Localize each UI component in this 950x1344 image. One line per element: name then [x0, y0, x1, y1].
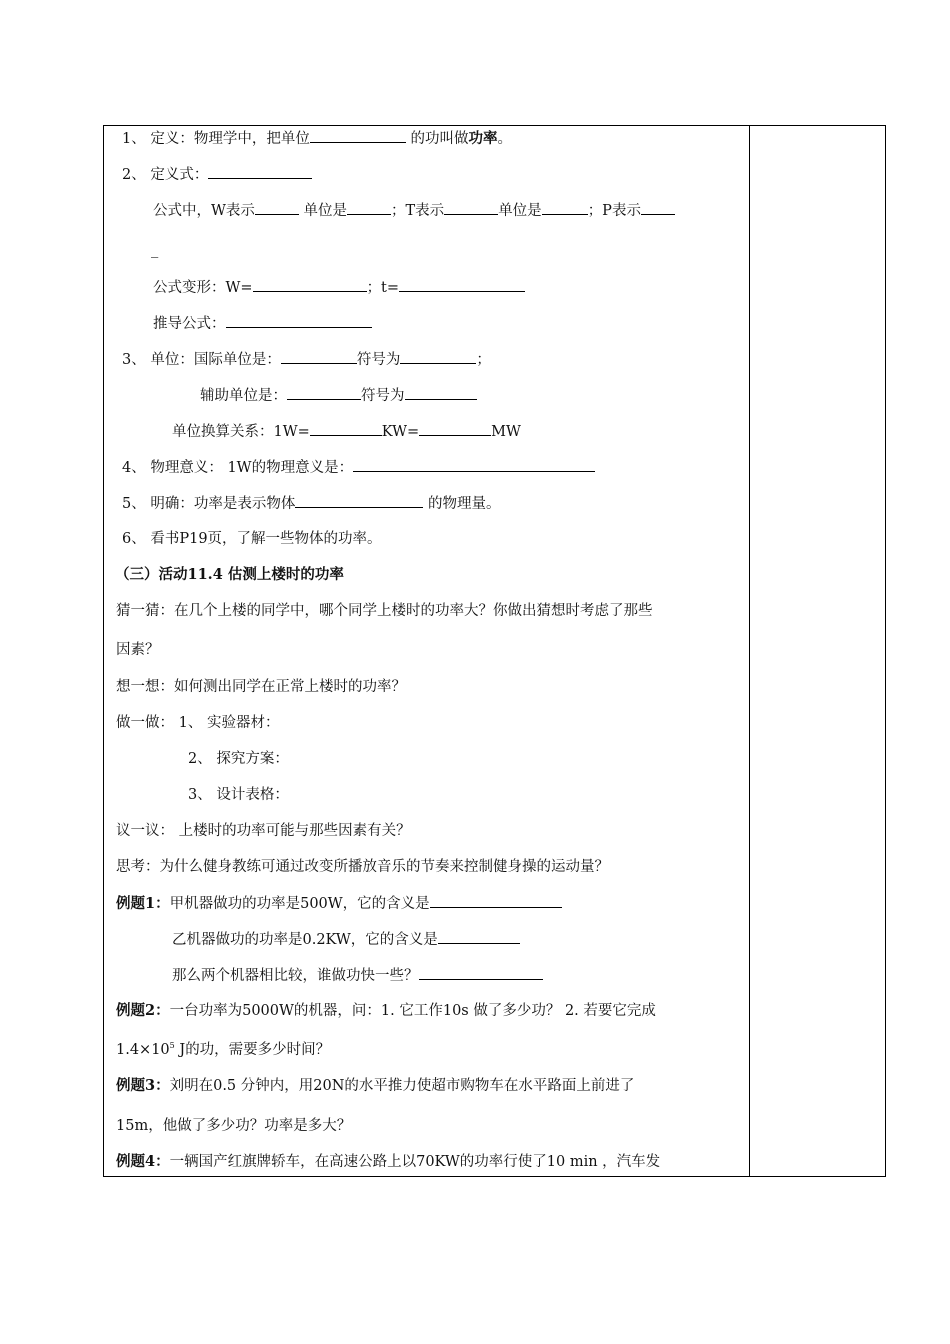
aux-unit-line: 辅助单位是： 符号为	[200, 385, 477, 406]
definition-line: 1、 定义：物理学中，把单位 的功叫做功率。	[122, 130, 512, 147]
unit-line: 3、 单位：国际单位是： 符号为 ；	[122, 349, 491, 370]
blank	[255, 200, 299, 215]
blank	[400, 349, 476, 364]
unit-conversion-line: 单位换算关系：1W= KW= MW	[172, 421, 521, 442]
blank	[444, 200, 498, 215]
example-3-line: 例题3：刘明在0.5 分钟内，用20N的水平推力使超市购物车在水平路面上前进了	[116, 1077, 635, 1094]
blank	[405, 385, 477, 400]
blank	[347, 200, 391, 215]
do-line-2: 2、 探究方案：	[188, 751, 289, 767]
formula-line: 2、 定义式：	[122, 164, 312, 185]
blank	[287, 385, 361, 400]
example-4-line: 例题4：一辆国产红旗牌轿车，在高速公路上以70KW的功率行使了10 min ，汽车发	[116, 1153, 661, 1170]
derived-formula-line: 推导公式：	[153, 313, 372, 334]
guess-line: 猜一猜：在几个上楼的同学中，哪个同学上楼时的功率大？你做出猜想时考虑了那些	[116, 603, 653, 619]
blank	[641, 200, 675, 215]
blank	[253, 277, 367, 292]
do-line-3: 3、 设计表格：	[188, 787, 289, 803]
activity-heading: （三）活动11.4 估测上楼时的功率	[115, 566, 344, 583]
reading-line: 6、 看书P19页，了解一些物体的功率。	[122, 531, 382, 547]
guess-line-2: 因素？	[116, 642, 160, 658]
blank	[542, 200, 588, 215]
blank	[226, 313, 372, 328]
ponder-line: 思考：为什么健身教练可通过改变所播放音乐的节奏来控制健身操的运动量？	[116, 859, 609, 875]
formula-transform-line: 公式变形：W= ；t=	[153, 277, 525, 298]
example-1-line-3: 那么两个机器相比较，谁做功快一些？	[172, 965, 543, 986]
think-line: 想一想：如何测出同学在正常上楼时的功率？	[116, 679, 406, 695]
blank	[399, 277, 525, 292]
blank	[430, 893, 562, 908]
example-2-line-2: $1.4\times 10^5$ J的功，需要多少时间？	[116, 1041, 331, 1058]
blank	[419, 965, 543, 980]
do-line: 做一做： 1、 实验器材：	[116, 715, 280, 731]
blank	[295, 493, 423, 508]
discuss-line: 议一议： 上楼时的功率可能与那些因素有关？	[116, 823, 411, 839]
blank	[438, 929, 520, 944]
blank	[310, 128, 406, 143]
example-1-line-2: 乙机器做功的功率是0.2KW，它的含义是	[172, 929, 520, 950]
clarify-line: 5、 明确：功率是表示物体 的物理量。	[122, 493, 500, 514]
example-1-line: 例题1：甲机器做功的功率是500W，它的含义是	[116, 893, 562, 914]
blank	[281, 349, 357, 364]
blank	[419, 421, 491, 436]
blank	[208, 164, 312, 179]
formula-wrap: _	[151, 242, 159, 258]
formula-symbols-line: 公式中，W表示 单位是 ；T表示 单位是 ；P表示	[153, 200, 675, 221]
example-2-line: 例题2：一台功率为5000W的机器，问：1. 它工作10s 做了多少功？ 2. 若要它完成	[116, 1002, 656, 1019]
blank	[310, 421, 382, 436]
physical-meaning-line: 4、 物理意义： 1W的物理意义是：	[122, 457, 595, 478]
example-3-line-2: 15m，他做了多少功？功率是多大？	[116, 1118, 352, 1134]
blank	[353, 457, 595, 472]
